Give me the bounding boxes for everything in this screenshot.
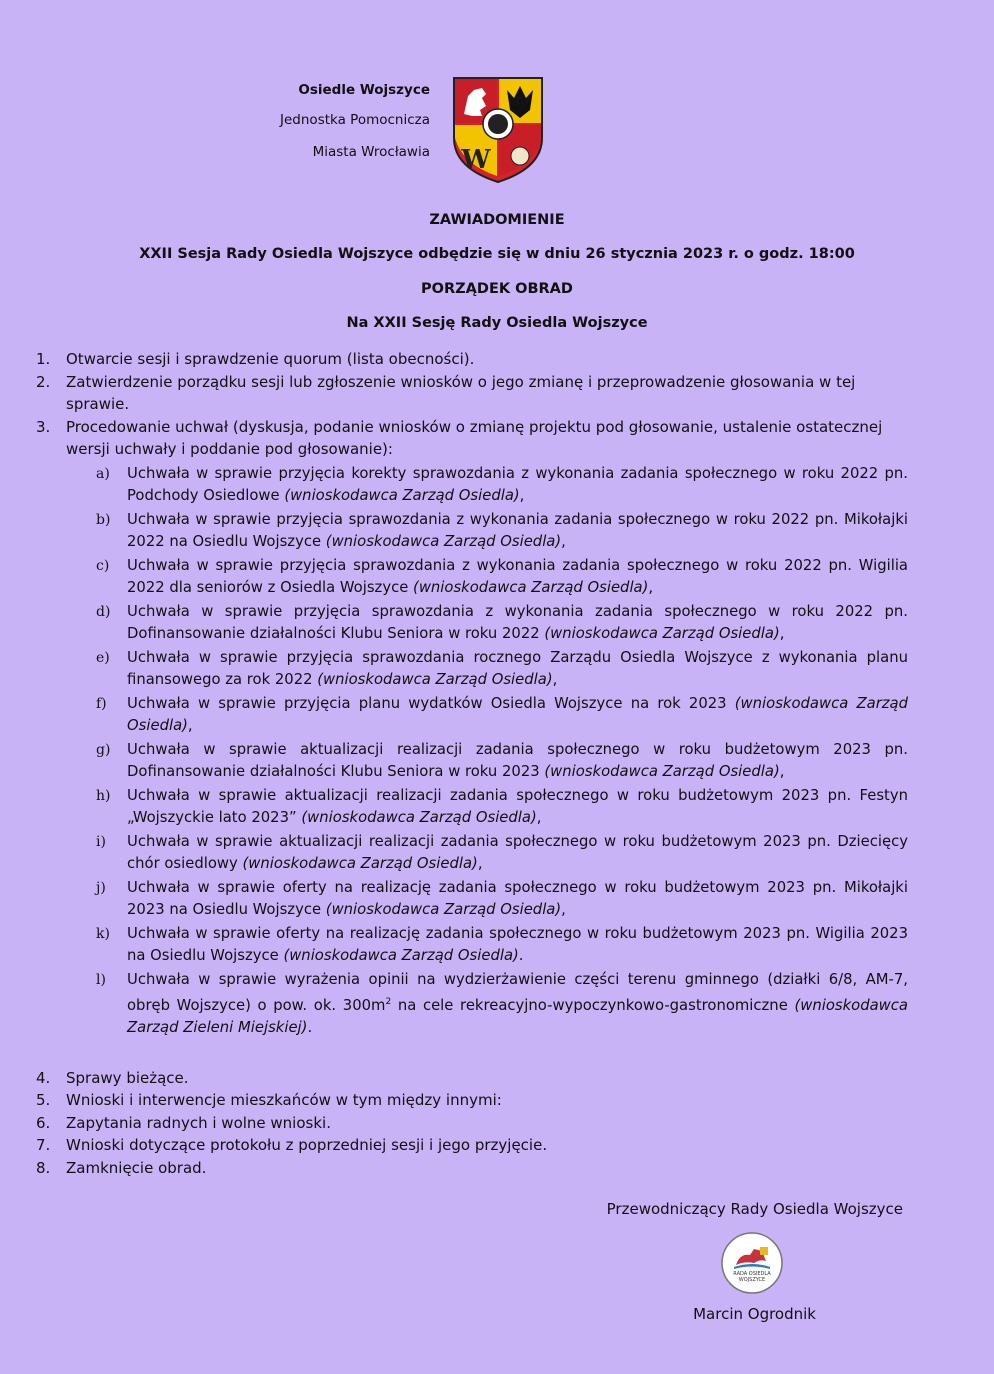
item-text: Wnioski i interwencje mieszkańców w tym między innymi: — [66, 1091, 502, 1110]
agenda-list — [36, 348, 908, 1179]
resolution-letter: c) — [96, 557, 110, 574]
agenda-item-4 — [36, 1067, 908, 1090]
org-line-3: Miasta Wrocławia — [312, 144, 430, 160]
resolution-letter: f) — [96, 695, 107, 712]
resolution-h: h) Uchwała w sprawie aktualizacji realizacji zadania społecznego w roku budżetowym 2023 pn. Festyn „Wojszyckie lato 2023” (wnioskodawca Zarząd Osiedla), — [96, 786, 908, 826]
resolution-text: Uchwała w sprawie przyjęcia sprawozdania z wykonania zadania społecznego w roku 2022 pn. Wigilia 2022 dla seniorów z Osiedla Wojszyce — [127, 556, 908, 596]
resolution-text: Uchwała w sprawie przyjęcia planu wydatków Osiedla Wojszyce na rok 2023 — [127, 694, 727, 712]
resolution-l: l) Uchwała w sprawie wyrażenia opinii na wydzierżawienie części terenu gminnego (działki 6/8, AM-7, obręb Wojszyce) o pow. ok. $300m^2$ na cele rekreacyjno-wypoczynkowo-gastronomiczne (wnioskodawca Zarząd Zieleni Miejskiej). — [96, 970, 908, 1037]
resolution-applicant: (wnioskodawca Zarząd Osiedla) — [413, 579, 649, 596]
item-number: 1. — [36, 350, 51, 368]
resolution-text: Uchwała w sprawie aktualizacji realizacji zadania społecznego w roku budżetowym 2023 pn. Dziecięcy chór osiedlowy — [127, 832, 908, 872]
resolution-text-continued: na cele rekreacyjno-wypoczynkowo-gastronomiczne — [391, 996, 788, 1014]
item-number: 5. — [36, 1091, 51, 1110]
item-text: Otwarcie sesji i sprawdzenie quorum (lista obecności). — [66, 350, 475, 368]
resolution-applicant: (wnioskodawca Zarząd Osiedla) — [544, 625, 780, 642]
resolution-text: Uchwała w sprawie przyjęcia sprawozdania z wykonania zadania społecznego w roku 2022 pn. Mikołajki 2022 na Osiedlu Wojszyce — [127, 510, 908, 550]
resolution-letter: j) — [96, 879, 106, 896]
resolution-a: a) Uchwała w sprawie przyjęcia korekty sprawozdania z wykonania zadania społecznego w roku 2022 pn. Podchody Osiedlowe (wnioskodawca Zarząd Osiedla), — [96, 464, 908, 504]
resolutions-list — [66, 463, 908, 1040]
item-text: Zapytania radnych i wolne wnioski. — [66, 1113, 331, 1132]
document-title: ZAWIADOMIENIE — [429, 212, 565, 228]
agenda-item-6 — [36, 1112, 908, 1135]
resolution-text: Uchwała w sprawie aktualizacji realizacji zadania społecznego w roku budżetowym 2023 pn. Dofinansowanie działalności Klubu Seniora w roku 2023 — [127, 740, 908, 780]
stamp-text-2: WOJSZYCE — [738, 1277, 766, 1283]
item-number: 3. — [36, 417, 51, 436]
resolution-b: b) Uchwała w sprawie przyjęcia sprawozdania z wykonania zadania społecznego w roku 2022 pn. Mikołajki 2022 na Osiedlu Wojszyce (wnioskodawca Zarząd Osiedla), — [96, 510, 908, 550]
resolution-text: Uchwała w sprawie przyjęcia korekty sprawozdania z wykonania zadania społecznego w roku 2022 pn. Podchody Osiedlowe — [127, 464, 908, 504]
resolution-i: i) Uchwała w sprawie aktualizacji realizacji zadania społecznego w roku budżetowym 2023 pn. Dziecięcy chór osiedlowy (wnioskodawca Zarząd Osiedla), — [96, 832, 908, 872]
resolution-applicant: (wnioskodawca Zarząd Osiedla) — [127, 694, 909, 734]
resolution-applicant: (wnioskodawca Zarząd Osiedla) — [242, 855, 478, 872]
resolution-applicant: (wnioskodawca Zarząd Osiedla) — [317, 671, 553, 688]
agenda-item-5 — [36, 1089, 908, 1112]
resolution-letter: h) — [96, 787, 111, 804]
item-text: Sprawy bieżące. — [66, 1068, 189, 1087]
item-number: 2. — [36, 372, 51, 391]
resolution-letter: a) — [96, 465, 110, 482]
resolution-letter: e) — [96, 649, 110, 666]
signature-title: Przewodniczący Rady Osiedla Wojszyce — [606, 1200, 903, 1218]
agenda-item-1 — [36, 348, 908, 371]
item-number: 8. — [36, 1158, 51, 1177]
city-crest-logo — [452, 76, 544, 184]
session-announcement: XXII Sesja Rady Osiedla Wojszyce odbędzie się w dniu 26 stycznia 2023 r. o godz. 18:00 — [139, 246, 855, 262]
stamp-text-1: RADA OSIEDLA — [733, 1271, 771, 1277]
resolution-text: Uchwała w sprawie przyjęcia sprawozdania z wykonania zadania społecznego w roku 2022 pn. Dofinansowanie działalności Klubu Seniora w roku 2022 — [127, 602, 908, 642]
agenda-item-2 — [36, 371, 908, 416]
item-text: Procedowanie uchwał (dyskusja, podanie wniosków o zmianę projektu pod głosowanie, ustalenie ostatecznej wersji uchwały i poddanie pod głosowanie): — [66, 417, 883, 458]
resolution-k: k) Uchwała w sprawie oferty na realizację zadania społecznego w roku budżetowym 2023 pn. Wigilia 2023 na Osiedlu Wojszyce (wnioskodawca Zarząd Osiedla). — [96, 924, 908, 964]
resolution-g: g) Uchwała w sprawie aktualizacji realizacji zadania społecznego w roku budżetowym 2023 pn. Dofinansowanie działalności Klubu Seniora w roku 2023 (wnioskodawca Zarząd Osiedla), — [96, 740, 908, 780]
resolution-e: e) Uchwała w sprawie przyjęcia sprawozdania rocznego Zarządu Osiedla Wojszyce z wykonania planu finansowego za rok 2022 (wnioskodawca Zarząd Osiedla), — [96, 648, 908, 688]
item-number: 6. — [36, 1113, 51, 1132]
org-name: Osiedle Wojszyce — [298, 82, 430, 98]
item-number: 7. — [36, 1136, 51, 1155]
resolution-letter: i) — [96, 833, 106, 850]
resolution-j: j) Uchwała w sprawie oferty na realizację zadania społecznego w roku budżetowym 2023 pn. Mikołajki 2023 na Osiedlu Wojszyce (wnioskodawca Zarząd Osiedla), — [96, 878, 908, 918]
resolution-applicant: (wnioskodawca Zarząd Osiedla) — [544, 763, 780, 780]
superscript: 2 — [385, 997, 392, 1007]
item-text: Wnioski dotyczące protokołu z poprzedniej sesji i jego przyjęcie. — [66, 1136, 548, 1155]
item-text: Zamknięcie obrad. — [66, 1158, 207, 1177]
item-text: Zatwierdzenie porządku sesji lub zgłoszenie wniosków o jego zmianę i przeprowadzenie głosowania w tej sprawie. — [66, 372, 856, 413]
resolution-letter: k) — [96, 925, 110, 942]
item-number: 4. — [36, 1068, 51, 1087]
resolution-text: Uchwała w sprawie przyjęcia sprawozdania rocznego Zarządu Osiedla Wojszyce z wykonania planu finansowego za rok 2022 — [127, 648, 908, 688]
resolution-text: Uchwała w sprawie oferty na realizację zadania społecznego w roku budżetowym 2023 pn. Wigilia 2023 na Osiedlu Wojszyce — [127, 924, 908, 964]
resolution-text: Uchwała w sprawie wyrażenia opinii na wydzierżawienie części terenu gminnego (działki 6/8, AM-7, obręb Wojszyce) o pow. ok. 300m — [127, 970, 908, 1014]
org-line-2: Jednostka Pomocnicza — [280, 112, 430, 128]
resolution-applicant: (wnioskodawca Zarząd Zieleni Miejskiej) — [127, 996, 908, 1037]
resolution-applicant: (wnioskodawca Zarząd Osiedla) — [325, 533, 562, 550]
resolution-text: Uchwała w sprawie oferty na realizację zadania społecznego w roku budżetowym 2023 pn. Mikołajki 2023 na Osiedlu Wojszyce — [127, 878, 908, 918]
agenda-heading: PORZĄDEK OBRAD — [421, 281, 573, 297]
resolution-text: Uchwała w sprawie aktualizacji realizacji zadania społecznego w roku budżetowym 2023 pn. Festyn „Wojszyckie lato 2023” — [127, 786, 908, 826]
agenda-item-8 — [36, 1157, 908, 1180]
resolution-letter: g) — [96, 741, 111, 758]
signatory-name: Marcin Ogrodnik — [693, 1305, 816, 1323]
resolution-c: c) Uchwała w sprawie przyjęcia sprawozdania z wykonania zadania społecznego w roku 2022 pn. Wigilia 2022 dla seniorów z Osiedla Wojszyce (wnioskodawca Zarząd Osiedla), — [96, 556, 908, 596]
resolution-d: d) Uchwała w sprawie przyjęcia sprawozdania z wykonania zadania społecznego w roku 2022 pn. Dofinansowanie działalności Klubu Seniora w roku 2022 (wnioskodawca Zarząd Osiedla), — [96, 602, 908, 642]
resolution-applicant: (wnioskodawca Zarząd Osiedla) — [284, 487, 520, 504]
agenda-subheading: Na XXII Sesję Rady Osiedla Wojszyce — [346, 315, 648, 331]
resolution-applicant: (wnioskodawca Zarząd Osiedla) — [301, 809, 537, 826]
resolution-applicant: (wnioskodawca Zarząd Osiedla) — [325, 901, 562, 918]
resolution-applicant: (wnioskodawca Zarząd Osiedla) — [283, 947, 519, 964]
resolution-letter: d) — [96, 603, 111, 620]
agenda-item-7 — [36, 1134, 908, 1157]
resolution-f: f) Uchwała w sprawie przyjęcia planu wydatków Osiedla Wojszyce na rok 2023 (wnioskodawca Zarząd Osiedla), — [96, 694, 909, 734]
council-stamp-logo — [720, 1231, 784, 1295]
crest-letter: W — [461, 145, 491, 175]
agenda-item-3 — [36, 416, 908, 461]
resolution-letter: l) — [96, 971, 106, 988]
resolution-letter: b) — [96, 511, 111, 528]
